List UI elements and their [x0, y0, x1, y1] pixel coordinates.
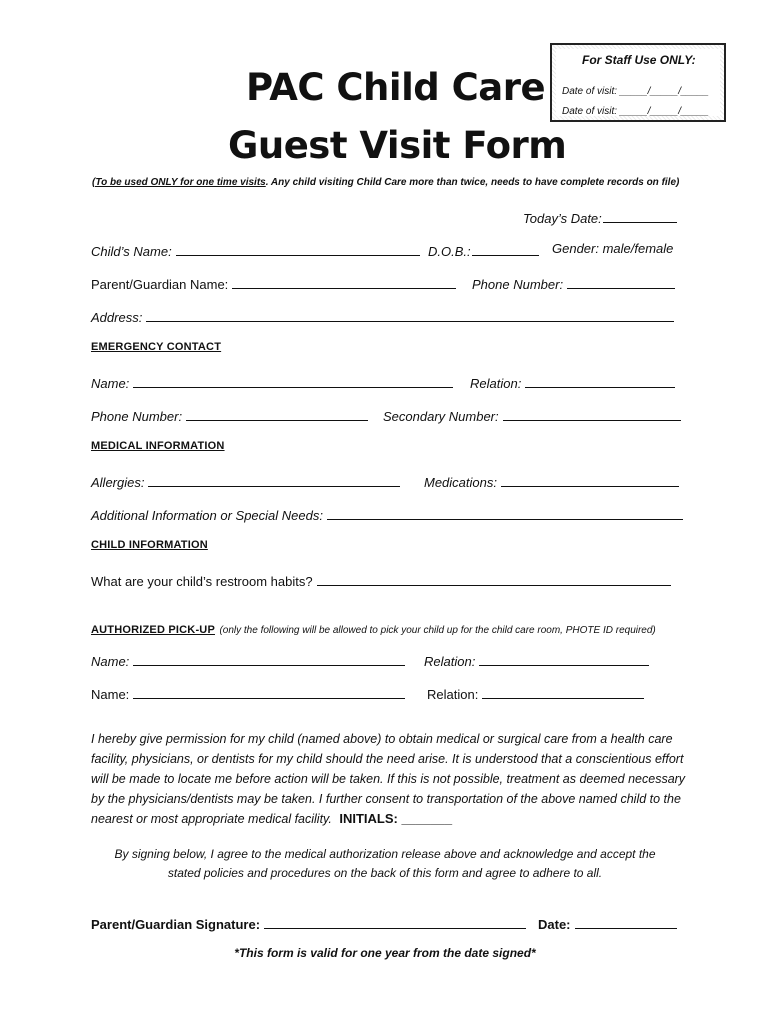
staff-visit-date-1[interactable]: Date of visit: _____/_____/_____ [562, 86, 709, 97]
parent-signature-field[interactable] [91, 914, 526, 932]
pickup-relation-1-field[interactable] [424, 651, 649, 669]
pickup-name-2-field[interactable] [91, 684, 405, 702]
emergency-relation-label: Relation: [470, 376, 522, 391]
child-information-heading: CHILD INFORMATION [91, 539, 208, 551]
secondary-number-line[interactable] [503, 406, 681, 421]
authorized-pickup-header [91, 620, 656, 638]
agreement-line-1: By signing below, I agree to the medical authorization release above and acknowledge and accept the [114, 847, 656, 861]
todays-date-line[interactable] [603, 208, 677, 223]
consent-paragraph [91, 729, 687, 829]
phone-number-field[interactable] [472, 274, 675, 292]
additional-info-line[interactable] [327, 505, 683, 520]
emergency-name-label: Name: [91, 376, 130, 391]
gender-field[interactable] [552, 241, 673, 256]
staff-use-title: For Staff Use ONLY: [582, 53, 696, 67]
signature-date-field[interactable] [538, 914, 677, 932]
address-field[interactable] [91, 307, 674, 325]
childs-name-label: Child’s Name: [91, 244, 172, 259]
emergency-contact-heading: EMERGENCY CONTACT [91, 341, 222, 353]
allergies-label: Allergies: [91, 475, 145, 490]
emergency-name-line[interactable] [133, 373, 453, 388]
phone-number-line[interactable] [567, 274, 675, 289]
dob-label: D.O.B.: [428, 244, 471, 259]
signature-date-label: Date: [538, 917, 571, 932]
phone-number-label: Phone Number: [472, 277, 564, 292]
restroom-habits-line[interactable] [317, 571, 671, 586]
pickup-relation-1-label: Relation: [424, 654, 476, 669]
address-label: Address: [91, 310, 143, 325]
emergency-name-field[interactable] [91, 373, 453, 391]
pickup-relation-2-label: Relation: [427, 687, 479, 702]
parent-name-line[interactable] [232, 274, 456, 289]
emergency-phone-label: Phone Number: [91, 409, 183, 424]
address-line[interactable] [146, 307, 674, 322]
signature-date-line[interactable] [575, 914, 677, 929]
todays-date-field[interactable] [523, 208, 677, 226]
form-title-line2: Guest Visit Form [228, 124, 567, 167]
childs-name-field[interactable] [91, 241, 420, 259]
medications-label: Medications: [424, 475, 497, 490]
parent-signature-label: Parent/Guardian Signature: [91, 917, 261, 932]
pickup-relation-1-line[interactable] [479, 651, 649, 666]
staff-use-box [550, 43, 726, 122]
consent-text: I hereby give permission for my child (named above) to obtain medical or surgical care from a health care facility, physicians, or dentists for my child should the need arise. It is understood that a conscientious effort will be made to locate me before action will be taken. If this is not possible, treatment as deemed necessary by the physicians/dentists may be taken. I further consent to transportation of the above named child to the nearest or most appropriate medical facility. [91, 732, 686, 826]
emergency-phone-field[interactable] [91, 406, 368, 424]
pickup-name-2-label: Name: [91, 687, 130, 702]
dob-line[interactable] [472, 241, 539, 256]
agreement-line-2: stated policies and procedures on the back of this form and agree to adhere to all. [167, 866, 603, 880]
pickup-name-2-line[interactable] [133, 684, 405, 699]
emergency-relation-line[interactable] [525, 373, 675, 388]
medications-line[interactable] [501, 472, 679, 487]
usage-note-rest: . Any child visiting Child Care more than twice, needs to have complete records on file) [265, 177, 680, 188]
parent-name-field[interactable] [91, 274, 456, 292]
pickup-name-1-line[interactable] [133, 651, 405, 666]
secondary-number-field[interactable] [383, 406, 681, 424]
validity-note: *This form is valid for one year from the date signed* [234, 946, 536, 960]
form-title-line1: PAC Child Care [246, 66, 546, 109]
allergies-line[interactable] [148, 472, 400, 487]
emergency-phone-line[interactable] [186, 406, 368, 421]
pickup-relation-2-field[interactable] [427, 684, 644, 702]
usage-note-underlined: (To be used ONLY for one time visits [92, 177, 266, 188]
authorized-pickup-note: (only the following will be allowed to pick your child up for the child care room, PHOTE ID required) [219, 625, 656, 636]
gender-label: Gender: male/female [552, 241, 674, 256]
allergies-field[interactable] [91, 472, 400, 490]
staff-use-inner [556, 49, 720, 116]
staff-visit-date-2[interactable]: Date of visit: _____/_____/_____ [562, 106, 709, 117]
parent-name-label: Parent/Guardian Name: [91, 277, 229, 292]
emergency-relation-field[interactable] [470, 373, 675, 391]
pickup-name-1-label: Name: [91, 654, 130, 669]
secondary-number-label: Secondary Number: [383, 409, 499, 424]
pickup-relation-2-line[interactable] [482, 684, 644, 699]
parent-signature-line[interactable] [264, 914, 526, 929]
todays-date-label: Today’s Date: [523, 211, 602, 226]
additional-info-label: Additional Information or Special Needs: [91, 508, 323, 523]
initials-field[interactable]: INITIALS: _______ [339, 811, 453, 826]
medical-information-heading: MEDICAL INFORMATION [91, 440, 225, 452]
pickup-name-1-field[interactable] [91, 651, 405, 669]
usage-note [92, 177, 679, 188]
restroom-habits-label: What are your child’s restroom habits? [91, 574, 313, 589]
authorized-pickup-heading: AUTHORIZED PICK-UP [91, 624, 215, 636]
restroom-habits-field[interactable] [91, 571, 671, 589]
medications-field[interactable] [424, 472, 679, 490]
childs-name-line[interactable] [176, 241, 420, 256]
additional-info-field[interactable] [91, 505, 683, 523]
dob-field[interactable] [428, 241, 539, 259]
